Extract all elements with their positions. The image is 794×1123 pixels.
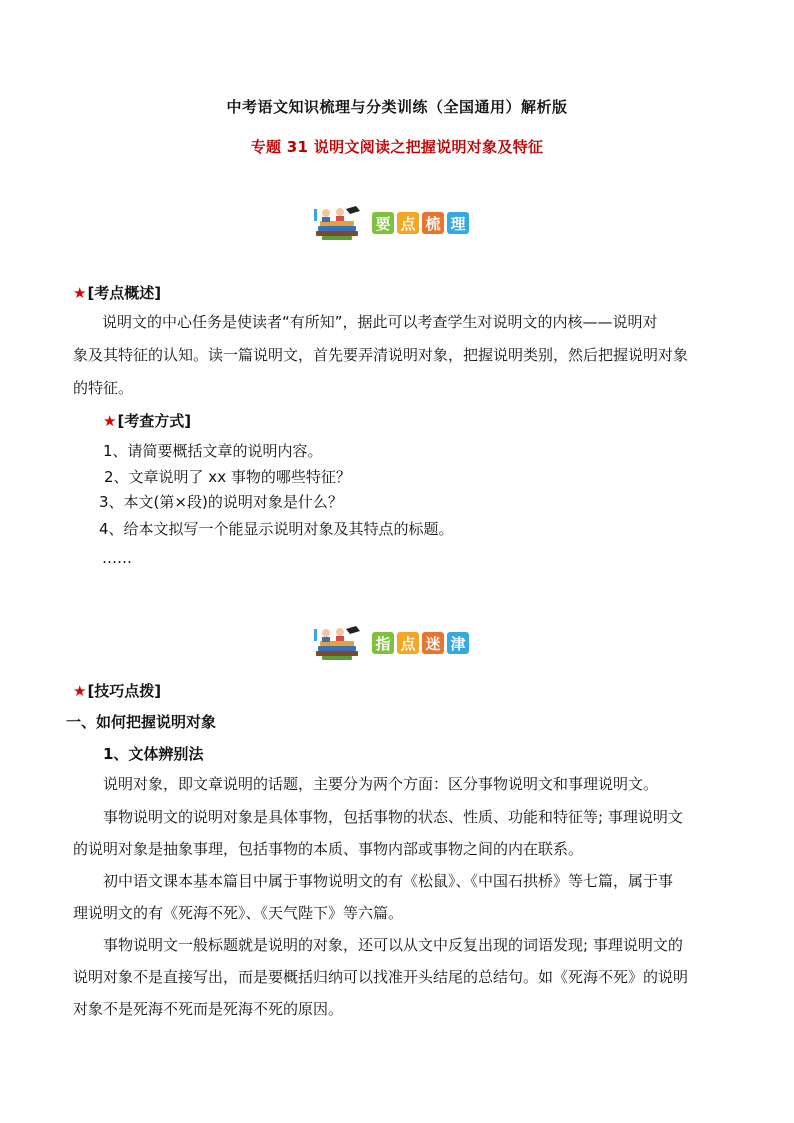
document-title: 中考语文知识梳理与分类训练（全国通用）解析版 xyxy=(226,98,568,116)
paragraph-line: 说明对象，即文章说明的话题，主要分为两个方面：区分事物说明文和事理说明文。 xyxy=(103,775,659,793)
star-icon: ★ xyxy=(103,411,117,430)
paragraph-line: 说明对象不是直接写出，而是要概括归纳可以找准开头结尾的总结句。如《死海不死》的说明 xyxy=(73,968,689,986)
paragraph-line: 象及其特征的认知。读一篇说明文，首先要弄清说明对象，把握说明类别，然后把握说明对象 xyxy=(73,346,689,364)
paragraph-line: 对象不是死海不死而是死海不死的原因。 xyxy=(73,1000,344,1018)
subsubheading: 1、文体辨别法 xyxy=(103,745,204,763)
books-students-icon xyxy=(310,203,366,243)
banner-char: 点 xyxy=(397,212,419,234)
list-item: 4、给本文拟写一个能显示说明对象及其特点的标题。 xyxy=(99,520,454,538)
list-item: 2、文章说明了 xx 事物的哪些特征？ xyxy=(104,468,351,486)
list-item: …… xyxy=(102,549,132,567)
paragraph-line: 理说明文的有《死海不死》、《天气陛下》等六篇。 xyxy=(73,904,404,922)
section-heading-question-types xyxy=(103,410,191,431)
paragraph-line: 事物说明文的说明对象是具体事物，包括事物的状态、性质、功能和特征等; 事理说明文 xyxy=(103,808,683,826)
paragraph-line: 说明文的中心任务是使读者“有所知”，据此可以考查学生对说明文的内核——说明对 xyxy=(102,313,658,331)
section-heading-skills xyxy=(73,680,161,701)
paragraph-line: 的特征。 xyxy=(73,379,134,397)
banner-char: 指 xyxy=(372,632,394,654)
star-icon: ★ xyxy=(73,283,87,302)
banner-char: 迷 xyxy=(422,632,444,654)
banner-char: 点 xyxy=(397,632,419,654)
section-heading-overview xyxy=(73,282,161,303)
star-icon: ★ xyxy=(73,681,87,700)
banner-char: 津 xyxy=(447,632,469,654)
subheading: 一、如何把握说明对象 xyxy=(66,713,217,731)
list-item: 1、请简要概括文章的说明内容。 xyxy=(103,442,323,460)
banner-char: 理 xyxy=(447,212,469,234)
paragraph-line: 的说明对象是抽象事理，包括事物的本质、事物内部或事物之间的内在联系。 xyxy=(73,840,584,858)
section-heading-text: [考查方式] xyxy=(117,412,192,430)
list-item: 3、本文(第×段)的说明对象是什么？ xyxy=(99,493,343,511)
banner-char: 要 xyxy=(372,212,394,234)
document-subtitle: 专题 31 说明文阅读之把握说明对象及特征 xyxy=(250,138,544,156)
paragraph-line: 初中语文课本基本篇目中属于事物说明文的有《松鼠》、《中国石拱桥》等七篇，属于事 xyxy=(103,872,674,890)
section-heading-text: [技巧点拨] xyxy=(87,682,162,700)
section-banner-key-points xyxy=(310,203,472,243)
section-heading-text: [考点概述] xyxy=(87,284,162,302)
paragraph-line: 事物说明文一般标题就是说明的对象，还可以从文中反复出现的词语发现; 事理说明文的 xyxy=(103,936,683,954)
books-students-icon xyxy=(310,623,366,663)
section-banner-tips xyxy=(310,623,472,663)
banner-char: 梳 xyxy=(422,212,444,234)
